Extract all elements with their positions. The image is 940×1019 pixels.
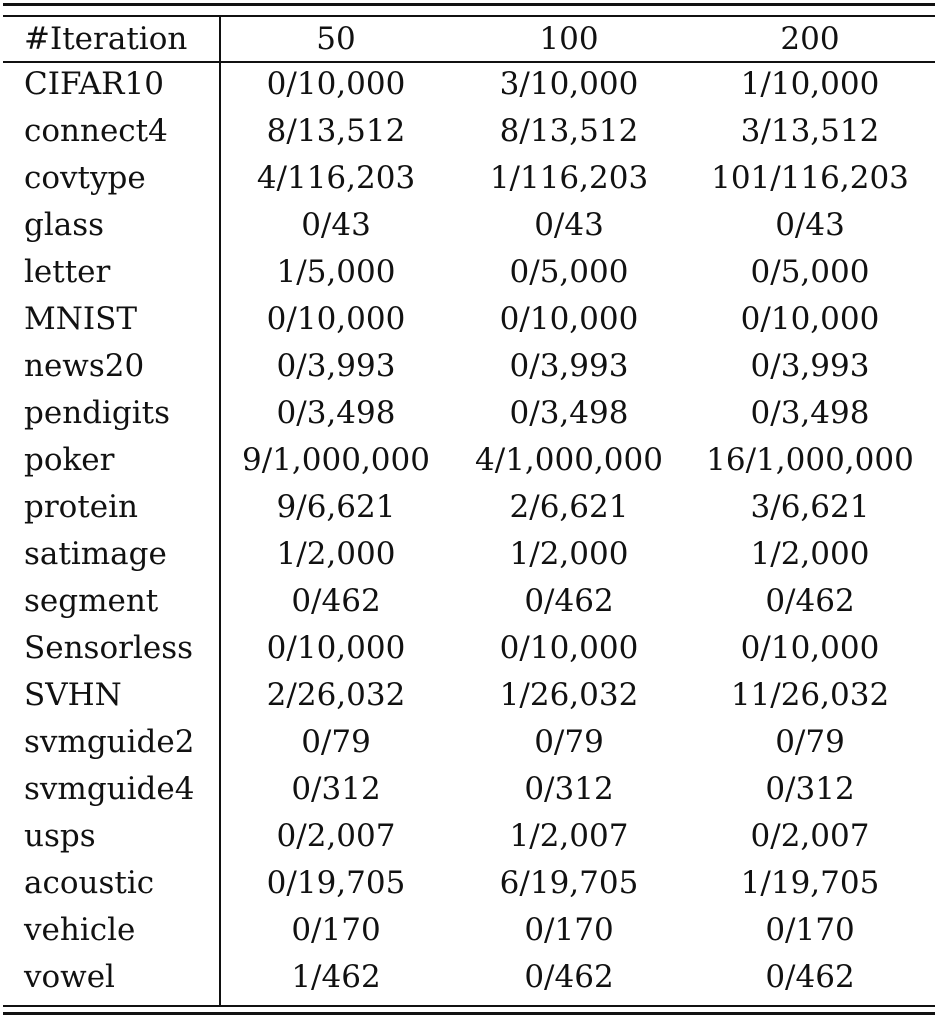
cell-200: 0/170 (765, 912, 855, 948)
table-row (3, 437, 935, 484)
table-row (3, 954, 935, 1001)
dataset-name: glass (24, 207, 105, 243)
results-table (3, 17, 935, 1001)
cell-50: 0/3,498 (276, 395, 396, 431)
table-row (3, 249, 935, 296)
table-row (3, 108, 935, 155)
dataset-name: connect4 (24, 113, 168, 149)
cell-100: 0/3,498 (509, 395, 629, 431)
dataset-name: acoustic (24, 865, 155, 901)
dataset-name: news20 (24, 348, 145, 384)
table-row (3, 343, 935, 390)
cell-100: 0/462 (524, 583, 614, 619)
cell-100: 0/10,000 (499, 630, 639, 666)
cell-100: 0/3,993 (509, 348, 629, 384)
bottom-rule-inner (3, 1005, 935, 1007)
table-body (3, 61, 935, 1001)
cell-200: 0/3,993 (750, 348, 870, 384)
dataset-name: svmguide2 (24, 724, 195, 760)
dataset-name: Sensorless (24, 630, 194, 666)
cell-50: 8/13,512 (266, 113, 406, 149)
cell-100: 6/19,705 (499, 865, 639, 901)
table-row (3, 202, 935, 249)
top-rule-outer (3, 3, 935, 6)
cell-100: 8/13,512 (499, 113, 639, 149)
cell-50: 1/2,000 (276, 536, 396, 572)
dataset-name: usps (24, 818, 96, 854)
cell-100: 0/5,000 (509, 254, 629, 290)
cell-50: 0/10,000 (266, 66, 406, 102)
cell-200: 0/3,498 (750, 395, 870, 431)
cell-100: 0/79 (534, 724, 604, 760)
table-row (3, 390, 935, 437)
cell-50: 0/43 (301, 207, 371, 243)
cell-100: 0/462 (524, 959, 614, 995)
cell-50: 9/1,000,000 (242, 442, 430, 478)
cell-200: 0/79 (775, 724, 845, 760)
dataset-name: MNIST (24, 301, 138, 337)
dataset-name: protein (24, 489, 139, 525)
table-row (3, 155, 935, 202)
cell-200: 0/462 (765, 583, 855, 619)
cell-50: 0/10,000 (266, 301, 406, 337)
cell-100: 4/1,000,000 (475, 442, 663, 478)
header-50: 50 (316, 21, 356, 57)
table-row (3, 907, 935, 954)
cell-100: 2/6,621 (509, 489, 629, 525)
table-row (3, 766, 935, 813)
table-row (3, 484, 935, 531)
cell-100: 1/116,203 (489, 160, 649, 196)
cell-200: 11/26,032 (730, 677, 890, 713)
header-iteration: #Iteration (24, 21, 188, 57)
dataset-name: pendigits (24, 395, 171, 431)
cell-100: 1/2,007 (509, 818, 629, 854)
header-100: 100 (539, 21, 599, 57)
cell-50: 2/26,032 (266, 677, 406, 713)
dataset-name: letter (24, 254, 111, 290)
cell-50: 0/3,993 (276, 348, 396, 384)
cell-200: 0/43 (775, 207, 845, 243)
table-row (3, 578, 935, 625)
cell-200: 0/462 (765, 959, 855, 995)
cell-200: 1/19,705 (740, 865, 880, 901)
cell-50: 0/10,000 (266, 630, 406, 666)
table-row (3, 860, 935, 907)
dataset-name: segment (24, 583, 159, 619)
cell-100: 0/312 (524, 771, 614, 807)
table-row (3, 672, 935, 719)
cell-200: 0/2,007 (750, 818, 870, 854)
cell-50: 0/462 (291, 583, 381, 619)
cell-50: 0/312 (291, 771, 381, 807)
cell-200: 0/10,000 (740, 630, 880, 666)
cell-100: 0/170 (524, 912, 614, 948)
cell-50: 9/6,621 (276, 489, 396, 525)
dataset-name: svmguide4 (24, 771, 195, 807)
cell-200: 3/13,512 (740, 113, 880, 149)
table-row (3, 719, 935, 766)
table-row (3, 531, 935, 578)
cell-200: 16/1,000,000 (706, 442, 914, 478)
dataset-name: vehicle (24, 912, 136, 948)
header-200: 200 (780, 21, 840, 57)
cell-50: 1/5,000 (276, 254, 396, 290)
cell-200: 1/10,000 (740, 66, 880, 102)
dataset-name: CIFAR10 (24, 66, 164, 102)
cell-50: 4/116,203 (256, 160, 416, 196)
cell-100: 0/43 (534, 207, 604, 243)
cell-50: 0/19,705 (266, 865, 406, 901)
cell-200: 0/10,000 (740, 301, 880, 337)
cell-100: 1/26,032 (499, 677, 639, 713)
table-row (3, 296, 935, 343)
table-row (3, 813, 935, 860)
table-row (3, 61, 935, 108)
cell-50: 1/462 (291, 959, 381, 995)
cell-50: 0/79 (301, 724, 371, 760)
cell-200: 0/312 (765, 771, 855, 807)
cell-100: 3/10,000 (499, 66, 639, 102)
dataset-name: vowel (24, 959, 115, 995)
dataset-name: satimage (24, 536, 167, 572)
cell-50: 0/170 (291, 912, 381, 948)
header-row (3, 17, 935, 61)
cell-50: 0/2,007 (276, 818, 396, 854)
cell-200: 1/2,000 (750, 536, 870, 572)
cell-200: 101/116,203 (711, 160, 909, 196)
dataset-name: covtype (24, 160, 146, 196)
table-row (3, 625, 935, 672)
dataset-name: SVHN (24, 677, 122, 713)
cell-200: 0/5,000 (750, 254, 870, 290)
bottom-rule-outer (3, 1012, 935, 1015)
cell-100: 0/10,000 (499, 301, 639, 337)
dataset-name: poker (24, 442, 115, 478)
cell-200: 3/6,621 (750, 489, 870, 525)
cell-100: 1/2,000 (509, 536, 629, 572)
